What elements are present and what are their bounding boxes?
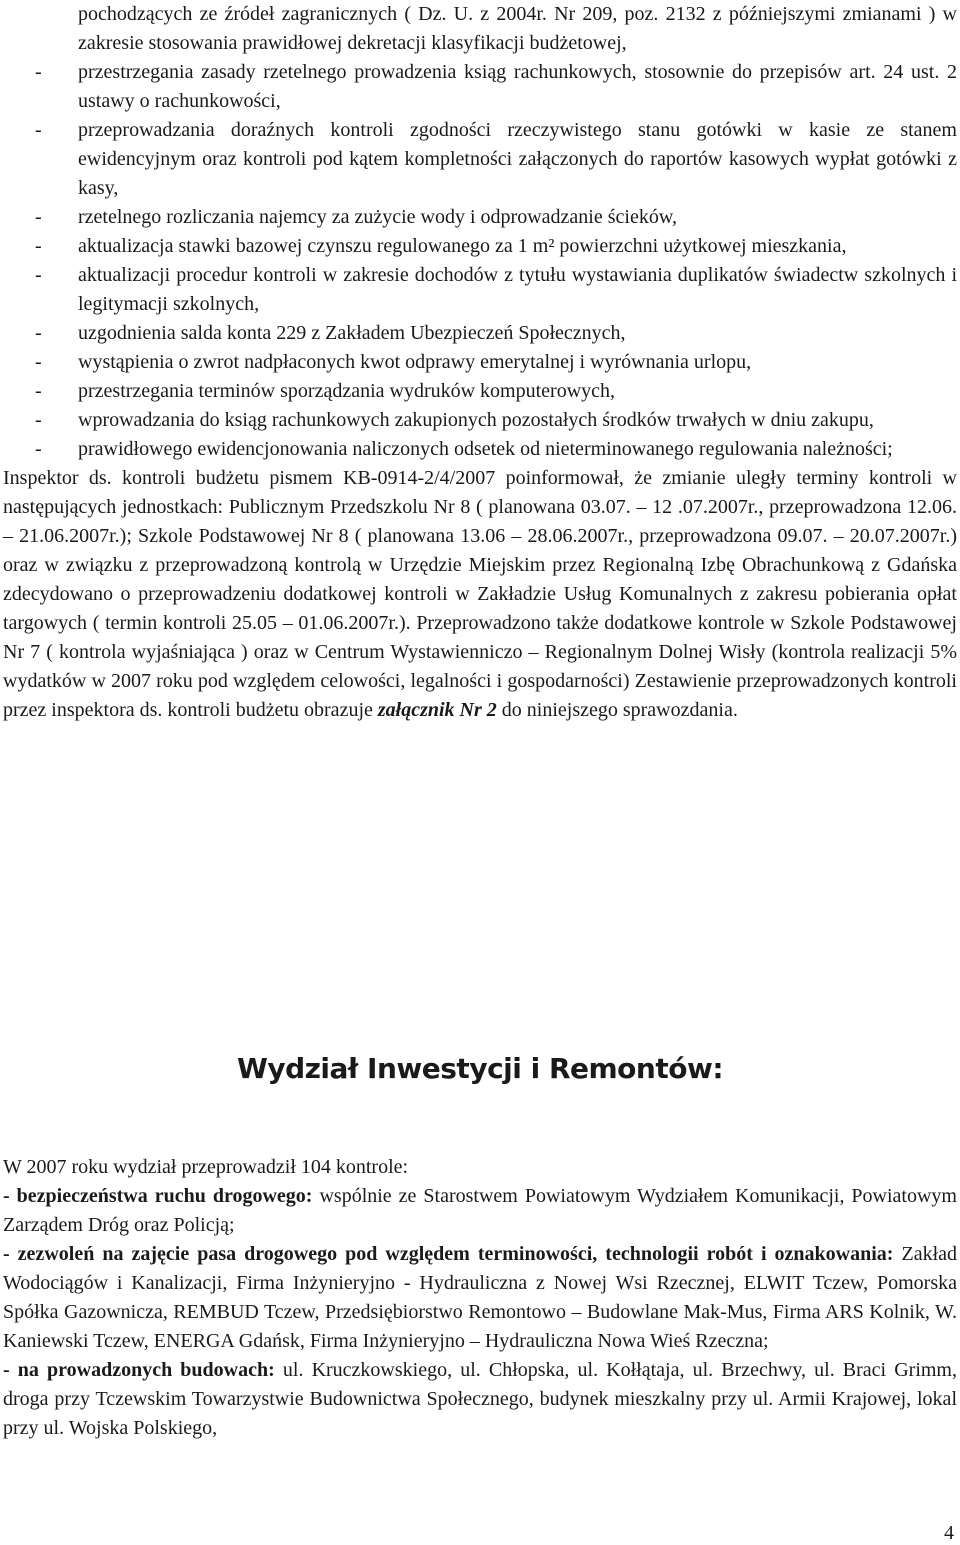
list-item-text: prawidłowego ewidencjonowania naliczonych odsetek od nieterminowanego regulowania należności;: [78, 438, 893, 460]
list-item: [3, 377, 957, 406]
list-dash: -: [35, 351, 42, 373]
list-dash: -: [35, 409, 42, 431]
inspector-paragraph: [3, 464, 957, 725]
traffic-safety-paragraph: [3, 1182, 957, 1240]
paragraph-text: Inspektor ds. kontroli budżetu pismem KB-0914-2/4/2007 poinformował, że zmianie uległy terminy kontroli w następujących jednostkach: Publicznym Przedszkolu Nr 8 ( planowana 03.07. – 12 .07.2007r., przeprowadzona 12.06. – 21.06.2007r.); Szkole Podstawowej Nr 8 ( planowana 13.06 – 28.06.2007r., przeprowadzona 09.07. – 20.07.2007r.) oraz w związku z przeprowadzoną kontrolą w Urzędzie Miejskim przez Regionalną Izbę Obrachunkową z Gdańska zdecydowano o przeprowadzeniu dodatkowej kontroli w Zakładzie Usług Komunalnych z zakresu pobierania opłat targowych ( termin kontroli 25.05 – 01.06.2007r.). Przeprowadzono także dodatkowe kontrole w Szkole Podstawowej Nr 7 ( kontrola wyjaśniająca ) oraz w Centrum Wystawienniczo – Regionalnym Dolnej Wisły (kontrola realizacji 5% wydatków w 2007 roku pod względem celowości, legalności i gospodarności) Zestawienie przeprowadzonych kontroli przez inspektora ds. kontroli budżetu obrazuje: [3, 467, 957, 721]
section-heading: Wydział Inwestycji i Remontów:: [236, 1052, 724, 1085]
list-item: [3, 319, 957, 348]
paragraph-end: do niniejszego sprawozdania.: [496, 699, 738, 721]
list-item-text: przestrzegania terminów sporządzania wydruków komputerowych,: [78, 380, 616, 402]
attachment-reference: załącznik Nr 2: [377, 699, 497, 721]
list-item: [3, 406, 957, 435]
list-dash: -: [35, 206, 42, 228]
traffic-safety-text: wspólnie ze Starostwem Powiatowym Wydziałem Komunikacji, Powiatowym Zarządem Dróg oraz Policją;: [3, 1185, 957, 1236]
list-item-text: przestrzegania zasady rzetelnego prowadzenia ksiąg rachunkowych, stosownie do przepisów art. 24 ust. 2 ustawy o rachunkowości,: [78, 61, 957, 112]
list-item-text: wprowadzania do ksiąg rachunkowych zakupionych pozostałych środków trwałych w dniu zakupu,: [78, 409, 874, 431]
list-dash: -: [35, 61, 42, 83]
list-item-text: aktualizacji procedur kontroli w zakresie dochodów z tytułu wystawiania duplikatów świadectw szkolnych i legitymacji szkolnych,: [78, 264, 957, 315]
list-dash: -: [35, 380, 42, 402]
list-dash: -: [35, 119, 42, 141]
list-item-text: aktualizacja stawki bazowej czynszu regulowanego za 1 m² powierzchni użytkowej mieszkania,: [78, 235, 847, 257]
list-dash: -: [35, 438, 42, 460]
traffic-safety-label: - bezpieczeństwa ruchu drogowego:: [3, 1185, 313, 1207]
list-item: [3, 232, 957, 261]
list-dash: -: [35, 322, 42, 344]
intro-line: W 2007 roku wydział przeprowadził 104 kontrole:: [3, 1156, 409, 1178]
page-number: 4: [944, 1522, 954, 1544]
list-item: [3, 58, 957, 116]
list-item-text: rzetelnego rozliczania najemcy za zużycie wody i odprowadzanie ścieków,: [78, 206, 677, 228]
list-item: [3, 116, 957, 203]
road-permits-label: - zezwoleń na zajęcie pasa drogowego pod względem terminowości, technologii robót i oznakowania:: [3, 1243, 894, 1265]
list-item: [3, 203, 957, 232]
list-dash: -: [35, 235, 42, 257]
construction-sites-text: ul. Kruczkowskiego, ul. Chłopska, ul. Kołłątaja, ul. Brzechwy, ul. Braci Grimm, droga przy Tczewskim Towarzystwie Budownictwa Społecznego, budynek mieszkalny przy ul. Armii Krajowej, lokal przy ul. Wojska Polskiego,: [3, 1359, 957, 1439]
list-item: [3, 261, 957, 319]
road-permits-text: Zakład Wodociągów i Kanalizacji, Firma Inżynieryjno - Hydrauliczna z Nowej Wsi Rzecznej, ELWIT Tczew, Pomorska Spółka Gazownicza, REMBUD Tczew, Przedsiębiorstwo Remontowo – Budowlane Mak-Mus, Firma ARS Kolnik, W. Kaniewski Tczew, ENERGA Gdańsk, Firma Inżynieryjno – Hydrauliczna Nowa Wieś Rzeczna;: [3, 1243, 958, 1352]
construction-sites-label: - na prowadzonych budowach:: [3, 1359, 275, 1381]
list-dash: -: [35, 264, 42, 286]
list-item-text: wystąpienia o zwrot nadpłaconych kwot odprawy emerytalnej i wyrównania urlopu,: [78, 351, 752, 373]
investment-section: [3, 1153, 957, 1443]
list-item-text: przeprowadzania doraźnych kontroli zgodności rzeczywistego stanu gotówki w kasie ze stanem ewidencyjnym oraz kontroli pod kątem kompletności załączonych do raportów kasowych wypłat gotówki z kasy,: [78, 119, 957, 199]
continued-text: pochodzących ze źródeł zagranicznych ( Dz. U. z 2004r. Nr 209, poz. 2132 z późniejszymi zmianami ) w zakresie stosowania prawidłowej dekretacji klasyfikacji budżetowej,: [78, 3, 957, 54]
control-scope-section: [3, 0, 957, 725]
list-item-text: uzgodnienia salda konta 229 z Zakładem Ubezpieczeń Społecznych,: [78, 322, 626, 344]
list-item: [3, 348, 957, 377]
road-permits-paragraph: [3, 1240, 957, 1356]
construction-sites-paragraph: [3, 1356, 957, 1443]
list-item: [3, 435, 957, 464]
